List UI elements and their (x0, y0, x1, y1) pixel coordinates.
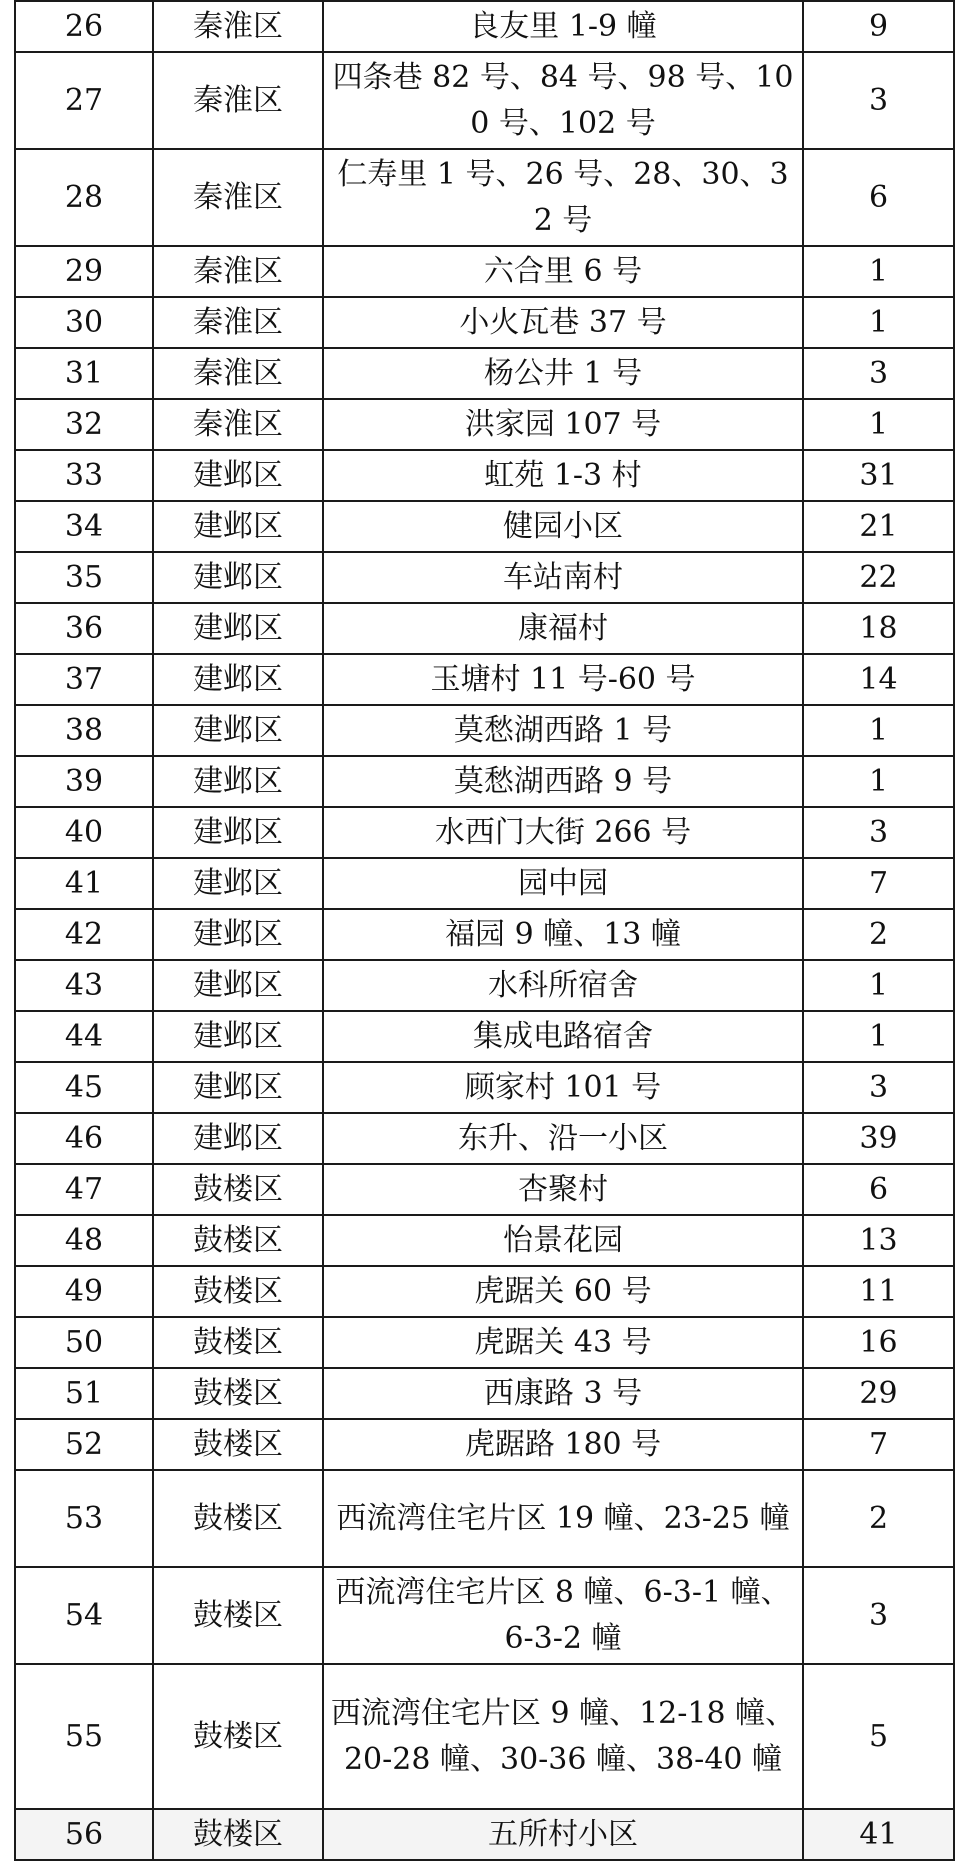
table-row (15, 603, 954, 654)
table-row (15, 1011, 954, 1062)
table-row (15, 807, 954, 858)
row-address: 水科所宿舍 (323, 960, 803, 1011)
row-district: 建邺区 (153, 909, 323, 960)
row-address: 东升、沿一小区 (323, 1113, 803, 1164)
row-address: 福园 9 幢、13 幢 (323, 909, 803, 960)
row-count: 7 (803, 1419, 954, 1470)
table-row (15, 246, 954, 297)
row-district: 鼓楼区 (153, 1164, 323, 1215)
row-count: 1 (803, 960, 954, 1011)
row-index: 44 (15, 1011, 153, 1062)
row-address: 虎踞关 60 号 (323, 1266, 803, 1317)
row-address: 莫愁湖西路 1 号 (323, 705, 803, 756)
row-index: 41 (15, 858, 153, 909)
row-address: 四条巷 82 号、84 号、98 号、100 号、102 号 (323, 52, 803, 149)
row-district: 鼓楼区 (153, 1266, 323, 1317)
row-district: 鼓楼区 (153, 1215, 323, 1266)
row-address: 五所村小区 (323, 1809, 803, 1860)
table-row (15, 1062, 954, 1113)
row-index: 28 (15, 149, 153, 246)
row-index: 27 (15, 52, 153, 149)
row-address: 六合里 6 号 (323, 246, 803, 297)
row-district: 建邺区 (153, 807, 323, 858)
row-count: 3 (803, 1062, 954, 1113)
table-row (15, 1266, 954, 1317)
row-address: 杏聚村 (323, 1164, 803, 1215)
row-count: 16 (803, 1317, 954, 1368)
row-index: 47 (15, 1164, 153, 1215)
table-row (15, 52, 954, 149)
row-district: 秦淮区 (153, 1, 323, 52)
row-district: 建邺区 (153, 450, 323, 501)
row-address: 虎踞路 180 号 (323, 1419, 803, 1470)
row-district: 建邺区 (153, 1062, 323, 1113)
row-address: 西流湾住宅片区 9 幢、12-18 幢、20-28 幢、30-36 幢、38-40 幢 (323, 1664, 803, 1809)
row-count: 13 (803, 1215, 954, 1266)
row-district: 建邺区 (153, 858, 323, 909)
row-count: 1 (803, 297, 954, 348)
row-count: 2 (803, 909, 954, 960)
row-address: 园中园 (323, 858, 803, 909)
row-count: 29 (803, 1368, 954, 1419)
row-address: 洪家园 107 号 (323, 399, 803, 450)
row-address: 车站南村 (323, 552, 803, 603)
row-count: 21 (803, 501, 954, 552)
row-index: 33 (15, 450, 153, 501)
row-count: 3 (803, 807, 954, 858)
row-index: 37 (15, 654, 153, 705)
table-row (15, 399, 954, 450)
row-count: 1 (803, 705, 954, 756)
row-count: 3 (803, 1567, 954, 1664)
row-district: 秦淮区 (153, 348, 323, 399)
row-index: 56 (15, 1809, 153, 1860)
row-district: 鼓楼区 (153, 1368, 323, 1419)
row-address: 莫愁湖西路 9 号 (323, 756, 803, 807)
row-count: 22 (803, 552, 954, 603)
row-district: 建邺区 (153, 552, 323, 603)
row-district: 建邺区 (153, 501, 323, 552)
row-district: 鼓楼区 (153, 1809, 323, 1860)
row-index: 46 (15, 1113, 153, 1164)
row-address: 虎踞关 43 号 (323, 1317, 803, 1368)
row-index: 38 (15, 705, 153, 756)
table-row (15, 909, 954, 960)
row-address: 集成电路宿舍 (323, 1011, 803, 1062)
row-count: 6 (803, 1164, 954, 1215)
row-count: 7 (803, 858, 954, 909)
row-district: 建邺区 (153, 1113, 323, 1164)
table-row (15, 297, 954, 348)
row-index: 55 (15, 1664, 153, 1809)
row-address: 小火瓦巷 37 号 (323, 297, 803, 348)
row-address: 玉塘村 11 号-60 号 (323, 654, 803, 705)
row-index: 43 (15, 960, 153, 1011)
row-count: 18 (803, 603, 954, 654)
row-district: 秦淮区 (153, 399, 323, 450)
table-row (15, 756, 954, 807)
row-district: 秦淮区 (153, 52, 323, 149)
row-address: 西康路 3 号 (323, 1368, 803, 1419)
row-address: 杨公井 1 号 (323, 348, 803, 399)
table-row (15, 501, 954, 552)
row-district: 秦淮区 (153, 149, 323, 246)
row-district: 建邺区 (153, 603, 323, 654)
table-row (15, 1470, 954, 1567)
row-address: 康福村 (323, 603, 803, 654)
row-address: 虹苑 1-3 村 (323, 450, 803, 501)
table-row (15, 1664, 954, 1809)
row-index: 48 (15, 1215, 153, 1266)
table-row (15, 1567, 954, 1664)
row-index: 36 (15, 603, 153, 654)
row-district: 建邺区 (153, 654, 323, 705)
row-count: 2 (803, 1470, 954, 1567)
row-index: 39 (15, 756, 153, 807)
row-district: 秦淮区 (153, 246, 323, 297)
row-count: 14 (803, 654, 954, 705)
row-index: 42 (15, 909, 153, 960)
table-row (15, 960, 954, 1011)
row-count: 6 (803, 149, 954, 246)
row-district: 建邺区 (153, 960, 323, 1011)
row-district: 鼓楼区 (153, 1317, 323, 1368)
table-row (15, 1215, 954, 1266)
row-address: 良友里 1-9 幢 (323, 1, 803, 52)
row-address: 健园小区 (323, 501, 803, 552)
row-index: 53 (15, 1470, 153, 1567)
row-index: 52 (15, 1419, 153, 1470)
row-index: 51 (15, 1368, 153, 1419)
row-count: 1 (803, 756, 954, 807)
row-index: 50 (15, 1317, 153, 1368)
table-row (15, 1419, 954, 1470)
row-address: 西流湾住宅片区 8 幢、6-3-1 幢、6-3-2 幢 (323, 1567, 803, 1664)
row-index: 26 (15, 1, 153, 52)
row-index: 45 (15, 1062, 153, 1113)
row-district: 建邺区 (153, 705, 323, 756)
row-district: 建邺区 (153, 1011, 323, 1062)
row-count: 31 (803, 450, 954, 501)
row-index: 31 (15, 348, 153, 399)
row-index: 40 (15, 807, 153, 858)
row-district: 鼓楼区 (153, 1419, 323, 1470)
row-district: 鼓楼区 (153, 1470, 323, 1567)
table-row (15, 858, 954, 909)
housing-list-table (14, 0, 955, 1861)
row-district: 鼓楼区 (153, 1664, 323, 1809)
row-index: 54 (15, 1567, 153, 1664)
row-count: 11 (803, 1266, 954, 1317)
table-row (15, 149, 954, 246)
table-row (15, 1, 954, 52)
table-row (15, 1113, 954, 1164)
row-address: 顾家村 101 号 (323, 1062, 803, 1113)
table-row (15, 450, 954, 501)
table-row (15, 1809, 954, 1860)
row-count: 1 (803, 399, 954, 450)
table-row (15, 1164, 954, 1215)
row-count: 41 (803, 1809, 954, 1860)
row-address: 仁寿里 1 号、26 号、28、30、32 号 (323, 149, 803, 246)
row-index: 32 (15, 399, 153, 450)
row-index: 34 (15, 501, 153, 552)
row-count: 1 (803, 246, 954, 297)
row-count: 39 (803, 1113, 954, 1164)
row-count: 5 (803, 1664, 954, 1809)
table-row (15, 552, 954, 603)
table-row (15, 348, 954, 399)
row-address: 西流湾住宅片区 19 幢、23-25 幢 (323, 1470, 803, 1567)
table-row (15, 1368, 954, 1419)
row-district: 建邺区 (153, 756, 323, 807)
row-address: 水西门大街 266 号 (323, 807, 803, 858)
row-index: 29 (15, 246, 153, 297)
table-row (15, 654, 954, 705)
row-index: 35 (15, 552, 153, 603)
row-district: 鼓楼区 (153, 1567, 323, 1664)
row-index: 49 (15, 1266, 153, 1317)
row-count: 3 (803, 348, 954, 399)
row-index: 30 (15, 297, 153, 348)
row-count: 3 (803, 52, 954, 149)
table-row (15, 1317, 954, 1368)
row-count: 9 (803, 1, 954, 52)
table-row (15, 705, 954, 756)
row-district: 秦淮区 (153, 297, 323, 348)
document-page (14, 0, 953, 1861)
row-count: 1 (803, 1011, 954, 1062)
row-address: 怡景花园 (323, 1215, 803, 1266)
